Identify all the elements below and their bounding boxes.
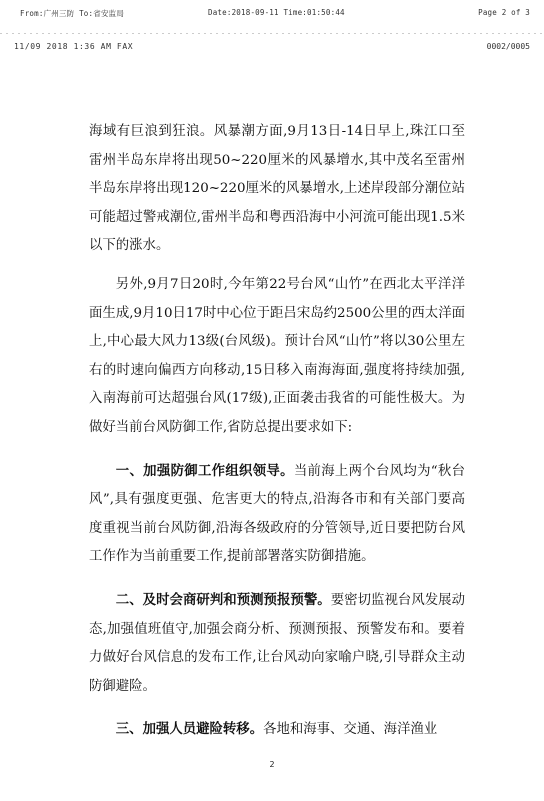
section-heading: 一、加强防御工作组织领导。 (115, 462, 294, 479)
fax-page-count: Page 2 of 3 (478, 8, 530, 17)
paragraph-text: 各地和海事、交通、海洋渔业 (263, 722, 438, 738)
section-heading: 三、加强人员避险转移。 (115, 721, 264, 738)
fax-datetime: Date:2018-09-11 Time:01:50:44 (208, 8, 345, 17)
page-number: 2 (269, 760, 275, 769)
paragraph-text: 海域有巨浪到狂浪。风暴潮方面,9月13日-14日早上,珠江口至雷州半岛东岸将出现50~220厘米的风暴增水,其中茂名至雷州半岛东岸将出现120~220厘米的风暴增水,上述岸段部分潮位站可能超过警戒潮位,雷州半岛和粤西沿海中小河流可能出现1.5米以下的涨水。 (89, 124, 465, 254)
fax-machine-stamp: 11/09 2018 1:36 AM FAX (14, 42, 134, 51)
paragraph-storm-surge (89, 118, 465, 261)
section-heading: 二、及时会商研判和预测预报预警。 (115, 591, 331, 608)
document-body (89, 118, 465, 755)
paragraph-typhoon-mangkhut (89, 271, 465, 443)
fax-from-to: From:广州三防 To:省安监局 (20, 9, 125, 18)
paragraph-requirement-1 (89, 457, 465, 572)
scan-noise-line (0, 33, 544, 34)
paragraph-requirement-3 (89, 715, 465, 745)
fax-sheet-number: 0002/0005 (486, 42, 530, 51)
paragraph-text: 另外,9月7日20时,今年第22号台风“山竹”在西北太平洋洋面生成,9月10日17时中心位于距吕宋岛约2500公里的西太洋面上,中心最大风力13级(台风级)。预计台风“山竹”将以30公里左右的时速向偏西方向移动,15日移入南海海面,强度将持续加强,入南海前可达超强台风(17级),正面袭击我省的可能性极大。为做好当前台风防御工作,省防总提出要求如下: (89, 276, 465, 435)
paragraph-text: 要密切监视台风发展动态,加强值班值守,加强会商分析、预测预报、预警发布和。要着力做好台风信息的发布工作,让台风动向家喻户晓,引导群众主动防御避险。 (89, 592, 466, 694)
paragraph-requirement-2 (89, 586, 465, 701)
paragraph-text: 当前海上两个台风均为“秋台风”,具有强度更强、危害更大的特点,沿海各市和有关部门要高度重视当前台风防御,沿海各级政府的分管领导,近日要把防台风工作作为当前重要工作,提前部署落实防御措施。 (89, 463, 465, 565)
